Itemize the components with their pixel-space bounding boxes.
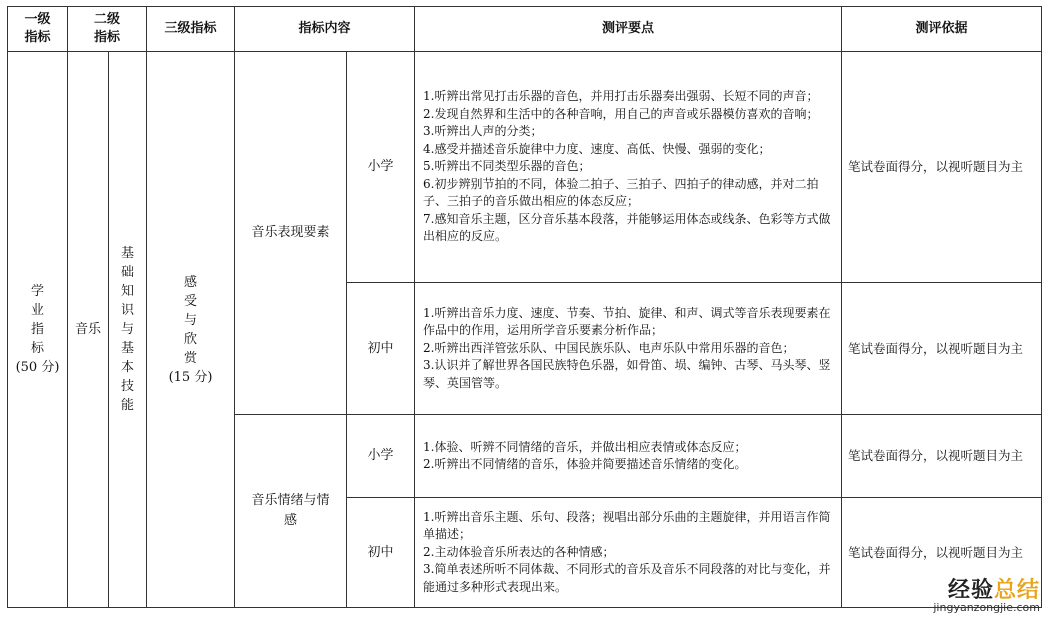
level2-sub-cell: 基 础 知 识 与 基 本 技 能	[109, 52, 147, 608]
point-item: 1.体验、听辨不同情绪的音乐，并做出相应表情或体态反应；	[423, 439, 747, 454]
header-basis: 测评依据	[842, 7, 1042, 52]
point-item: 2.发现自然界和生活中的各种音响，用自己的声音或乐器模仿喜欢的音响；	[423, 106, 819, 121]
basis-cell: 笔试卷面得分，以视听题目为主	[842, 52, 1042, 283]
watermark-logo: 经验总结	[947, 578, 1040, 603]
point-item: 1.听辨出常见打击乐器的音色，并用打击乐器奏出强弱、长短不同的声音；	[423, 89, 819, 104]
header-level3: 三级指标	[147, 7, 235, 52]
basis-cell: 笔试卷面得分，以视听题目为主	[842, 283, 1042, 415]
points-cell	[415, 498, 842, 608]
point-item: 2.听辨出不同情绪的音乐，体验并简要描述音乐情绪的变化。	[423, 457, 747, 471]
header-level1: 一级 指标	[8, 7, 68, 52]
point-item: 6.初步辨别节拍的不同，体验二拍子、三拍子、四拍子的律动感，并对二拍子、三拍子的音乐做出相应的体态反应；	[423, 176, 819, 209]
stage-cell: 小学	[347, 52, 415, 283]
points-cell	[415, 283, 842, 415]
table-row	[8, 52, 1042, 283]
point-item: 5.听辨出不同类型乐器的音色；	[423, 159, 591, 174]
header-row	[8, 7, 1042, 52]
point-item: 1.听辨出音乐主题、乐句、段落；视唱出部分乐曲的主题旋律，并用语言作简单描述；	[423, 509, 831, 542]
point-item: 3.简单表述所听不同体裁、不同形式的音乐及音乐不同段落的对比与变化，并能通过多种形式表现出来。	[423, 562, 831, 594]
basis-cell: 笔试卷面得分，以视听题目为主	[842, 415, 1042, 498]
content-cell-emotion: 音乐情绪与情感	[235, 415, 347, 608]
header-level2: 二级 指标	[68, 7, 147, 52]
watermark	[933, 573, 1040, 614]
point-item: 7.感知音乐主题，区分音乐基本段落，并能够运用体态或线条、色彩等方式做出相应的反应。	[423, 211, 831, 244]
assessment-table	[7, 6, 1042, 608]
points-cell	[415, 52, 842, 283]
point-item: 1.听辨出音乐力度、速度、节奏、节拍、旋律、和声、调式等音乐表现要素在作品中的作用，运用所学音乐要素分析作品；	[423, 305, 831, 338]
level3-cell: 感 受 与 欣 赏 (15 分)	[147, 52, 235, 608]
header-content: 指标内容	[235, 7, 415, 52]
header-points: 测评要点	[415, 7, 842, 52]
stage-cell: 小学	[347, 415, 415, 498]
points-cell	[415, 415, 842, 498]
watermark-url: jingyanzongjie.com	[933, 601, 1040, 614]
point-item: 3.听辨出人声的分类；	[423, 124, 543, 139]
basis-cell: 笔试卷面得分，以视听题目为主	[842, 498, 1042, 608]
stage-cell: 初中	[347, 498, 415, 608]
point-item: 2.听辨出西洋管弦乐队、中国民族乐队、电声乐队中常用乐器的音色；	[423, 340, 795, 355]
stage-cell: 初中	[347, 283, 415, 415]
point-item: 4.感受并描述音乐旋律中力度、速度、高低、快慢、强弱的变化；	[423, 141, 771, 156]
point-item: 2.主动体验音乐所表达的各种情感；	[423, 544, 615, 559]
level1-cell: 学 业 指 标 (50 分)	[8, 52, 68, 608]
level2-cell: 音乐	[68, 52, 109, 608]
point-item: 3.认识并了解世界各国民族特色乐器，如骨笛、埙、编钟、古琴、马头琴、竖琴、英国管等。	[423, 358, 831, 390]
content-cell-expression: 音乐表现要素	[235, 52, 347, 415]
